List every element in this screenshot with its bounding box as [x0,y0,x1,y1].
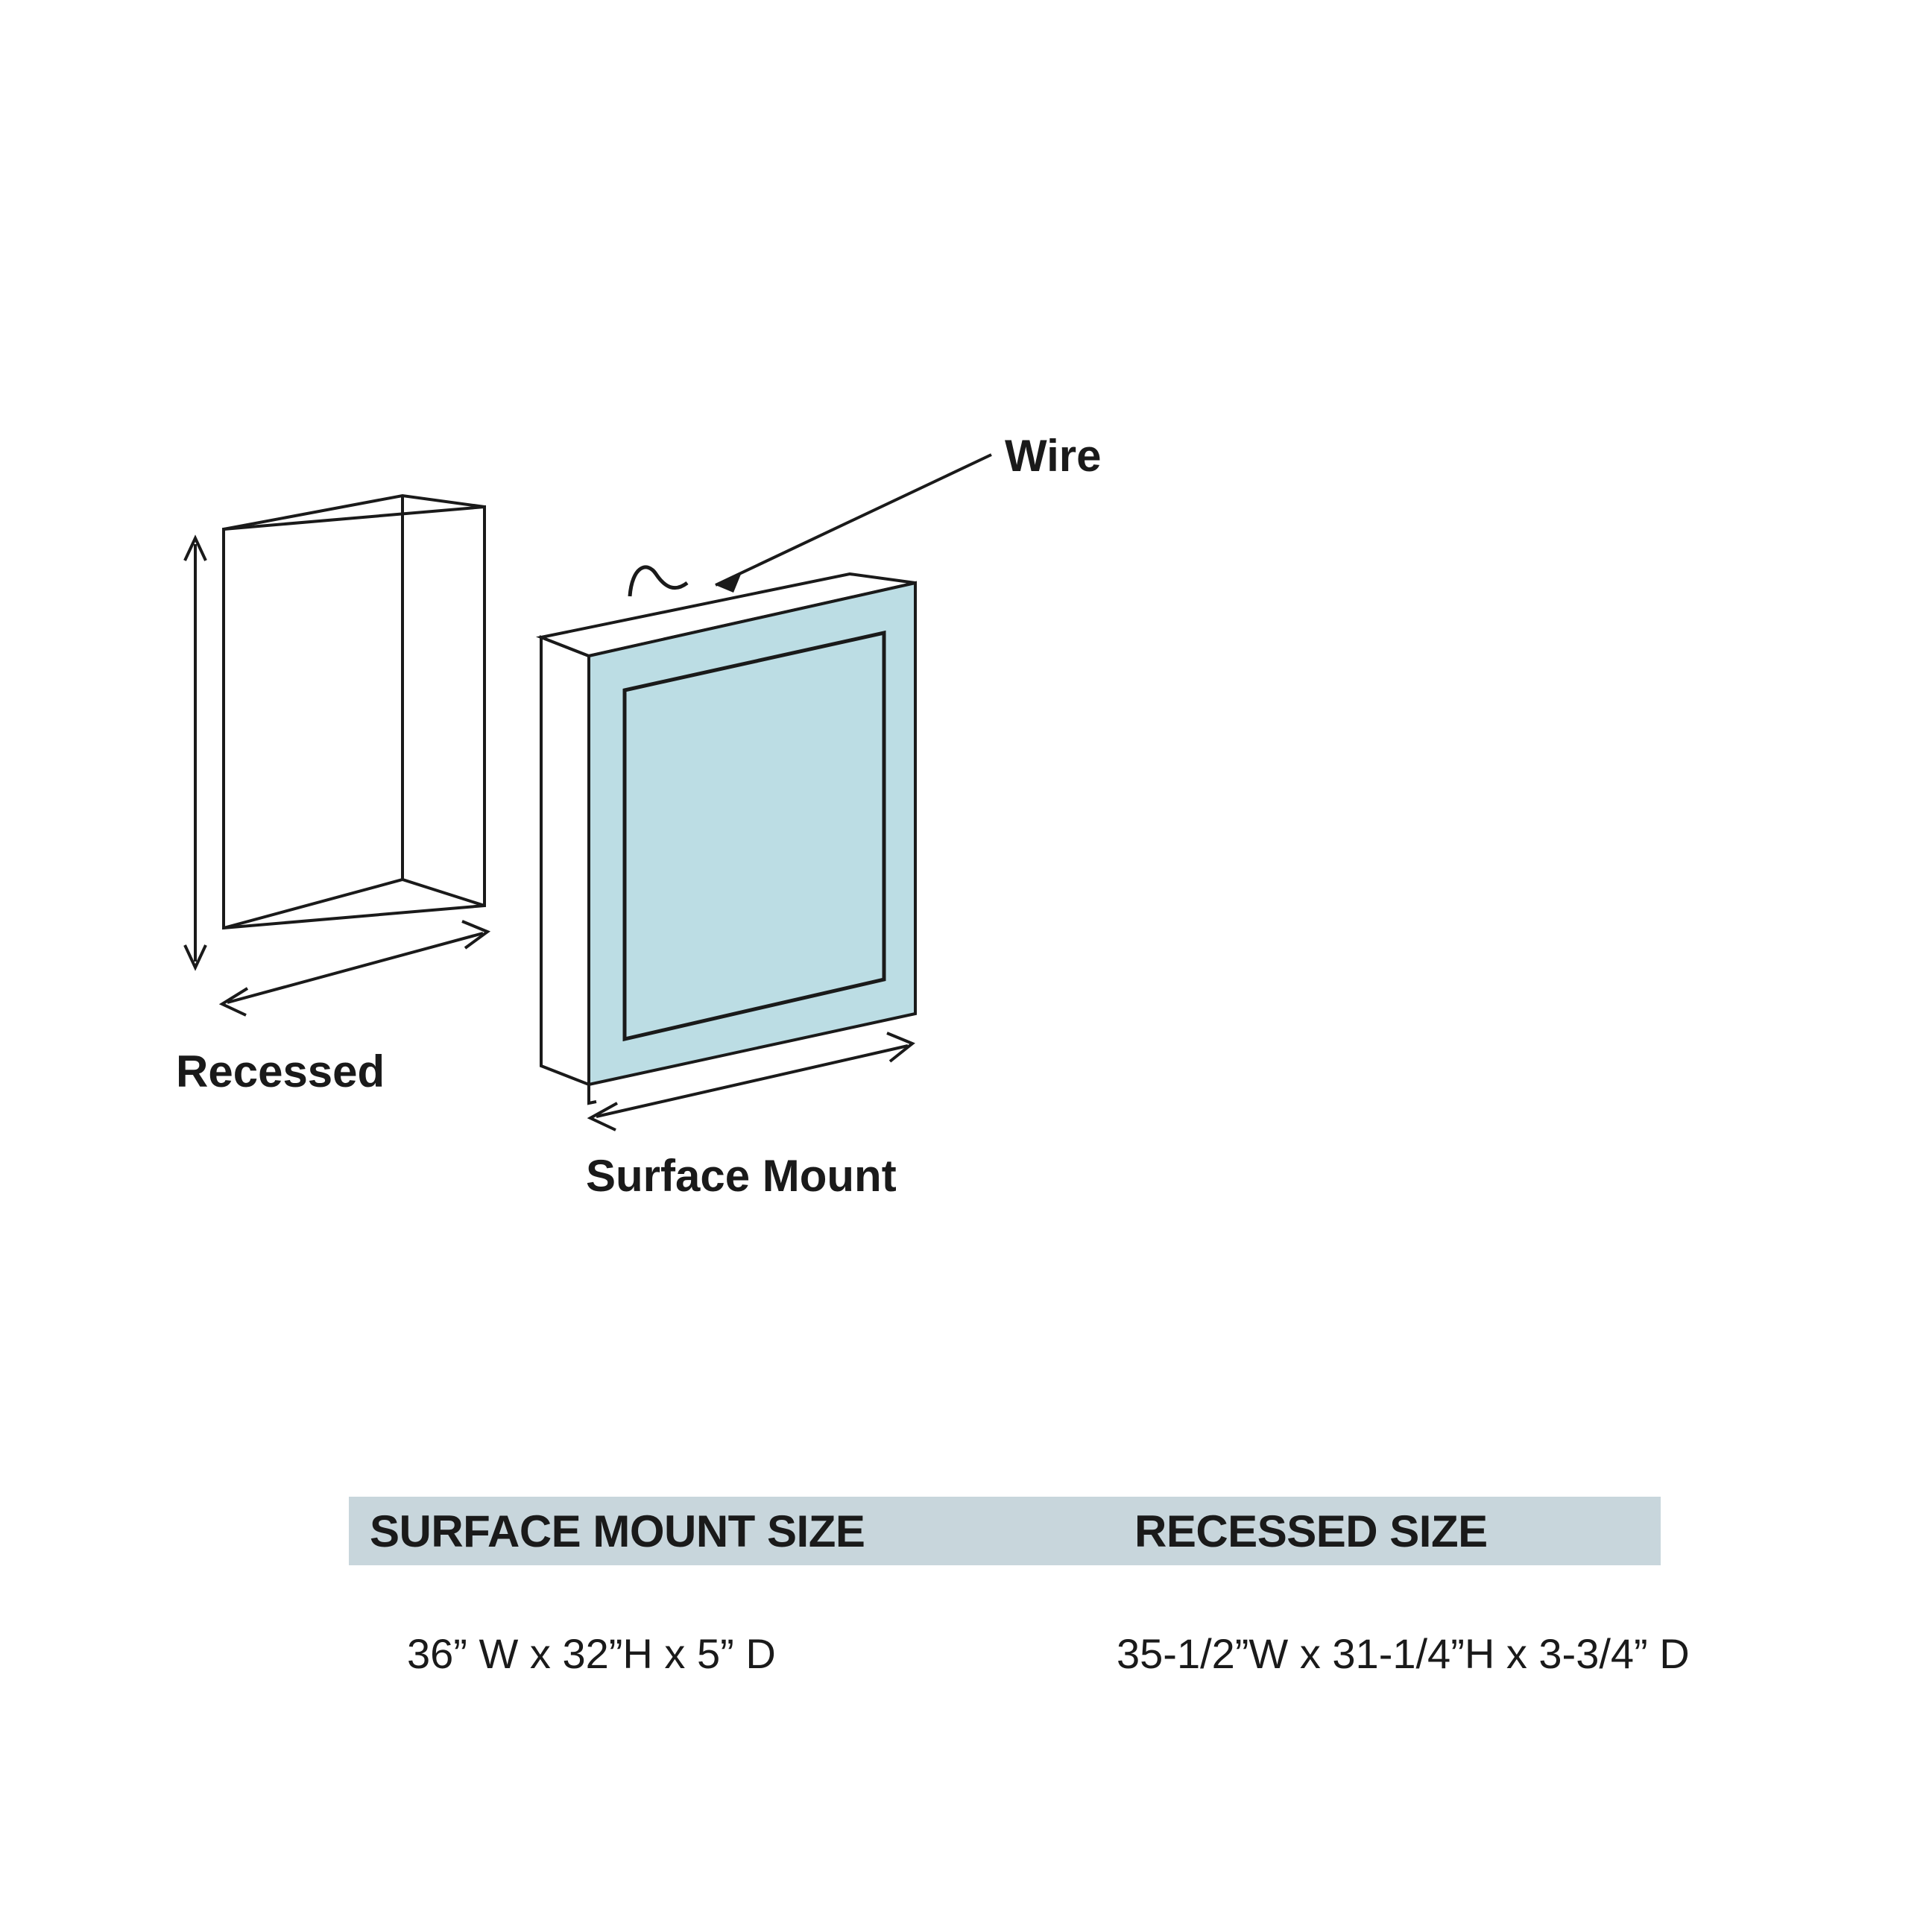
recessed-width-dimension-arrow [222,921,487,1015]
recessed-height-dimension-arrow [185,538,206,967]
spec-value-surface-mount-size: 36” W x 32”H x 5” D [407,1630,776,1677]
wire-label: Wire [1005,431,1102,481]
wire-leader-line [716,455,991,593]
spec-value-recessed-size: 35-1/2”W x 31-1/4”H x 3-3/4” D [1117,1630,1690,1677]
surface-mount-cabinet-drawing [541,574,915,1103]
recessed-bottom-edge [224,880,484,928]
spec-table-value-row [349,1629,1690,1678]
surface-mount-label: Surface Mount [586,1151,897,1201]
cabinet-left-side-face [541,637,589,1085]
recessed-label: Recessed [176,1046,385,1096]
recessed-opening-drawing [224,496,484,928]
wire-squiggle [630,567,687,596]
spec-header-recessed-size: RECESSED SIZE [1134,1506,1488,1556]
size-spec-table [349,1497,1690,1678]
cabinet-bottom-lip [589,1085,596,1103]
recessed-top-edge [224,496,484,529]
spec-table-header-row [349,1497,1661,1565]
recessed-left-panel [224,507,484,928]
spec-header-surface-mount-size: SURFACE MOUNT SIZE [370,1506,865,1556]
